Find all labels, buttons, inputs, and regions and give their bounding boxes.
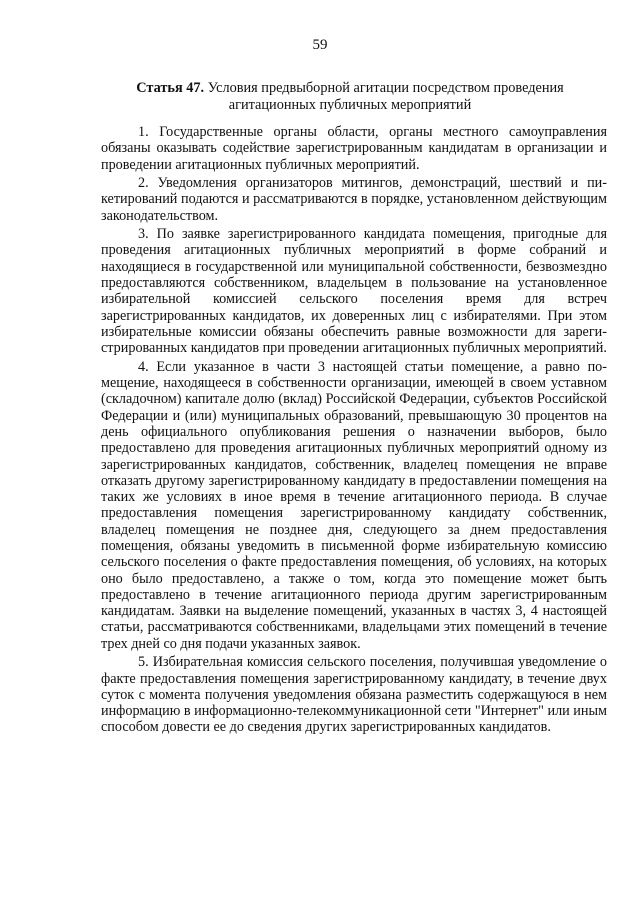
article-body [101, 124, 607, 738]
article-heading [130, 80, 570, 114]
paragraph-4: 4. Если указанное в части 3 настоящей статьи помещение, а равно помещение, находящееся в собственности организации, имеющей в своем уставном (складочном) капитале долю (вклад) Российской Федерации, субъектов Российской Федерации и (или) муниципальных образований, превышающую 30 процентов на день официального опубликования решения о назначении выборов, было предоставлено для проведения агитационных публичных мероприятий одному из зарегистрированных кандидатов, собственник, владелец помещения не вправе отказать другому зарегистрированному кандидату в предоставлении помещения на таких же условиях в иное время в течение агитационного периода. В случае предоставления помещения зарегистрированному кандидату собственник, владелец помещения не позднее дня, следующего за днем предоставления помещения, обязаны уведомить в письменной форме избирательную комиссию сельского поселения о факте предоставления помещения, об условиях, на которых оно было предоставлено, а также о том, когда это помещение может быть предоставлено в течение агитационного периода другим зарегистрированным кандидатам. Заявки на выделение помещений, указанных в частях 3, 4 настоящей статьи, рассматриваются собственниками, владельцами этих помещений в течение трех дней со дня подачи указанных заявок. [101, 358, 607, 652]
paragraph-5: 5. Избирательная комиссия сельского поселения, получившая уведомление о факте предоставления помещения зарегистрированному кандидату, в течение двух суток с момента получения уведомления обязана разместить содержащуюся в нем информацию в информационно-телекоммуникационной сети "Интернет" или иным способом довести ее до сведения других зарегистрированных кандидатов. [101, 654, 607, 736]
paragraph-2: 2. Уведомления организаторов митингов, демонстраций, шествий и пикетирований подаются и рассматриваются в порядке, установленном действующим законодательством. [101, 175, 607, 224]
paragraph-3: 3. По заявке зарегистрированного кандидата помещения, пригодные для проведения агитационных публичных мероприятий в форме собраний и находящиеся в государственной или муниципальной собственности, безвозмездно предоставляются собственником, владельцем в пользование на установленное избирательной комиссией сельского поселения время для встреч зарегистрированных кандидатов, их доверенных лиц с избирателями. При этом избирательные комиссии обязаны обеспечить равные возможности для зарегистрированных кандидатов при проведении агитационных публичных мероприятий. [101, 226, 607, 357]
paragraph-1: 1. Государственные органы области, органы местного самоуправления обязаны оказывать содействие зарегистрированным кандидатам в организации и проведении агитационных публичных мероприятий. [101, 124, 607, 173]
article-number: Статья 47. [136, 80, 205, 96]
page-number: 59 [312, 37, 328, 53]
article-title: Условия предвыборной агитации посредством проведения агитационных публичных мероприятий [207, 80, 564, 113]
